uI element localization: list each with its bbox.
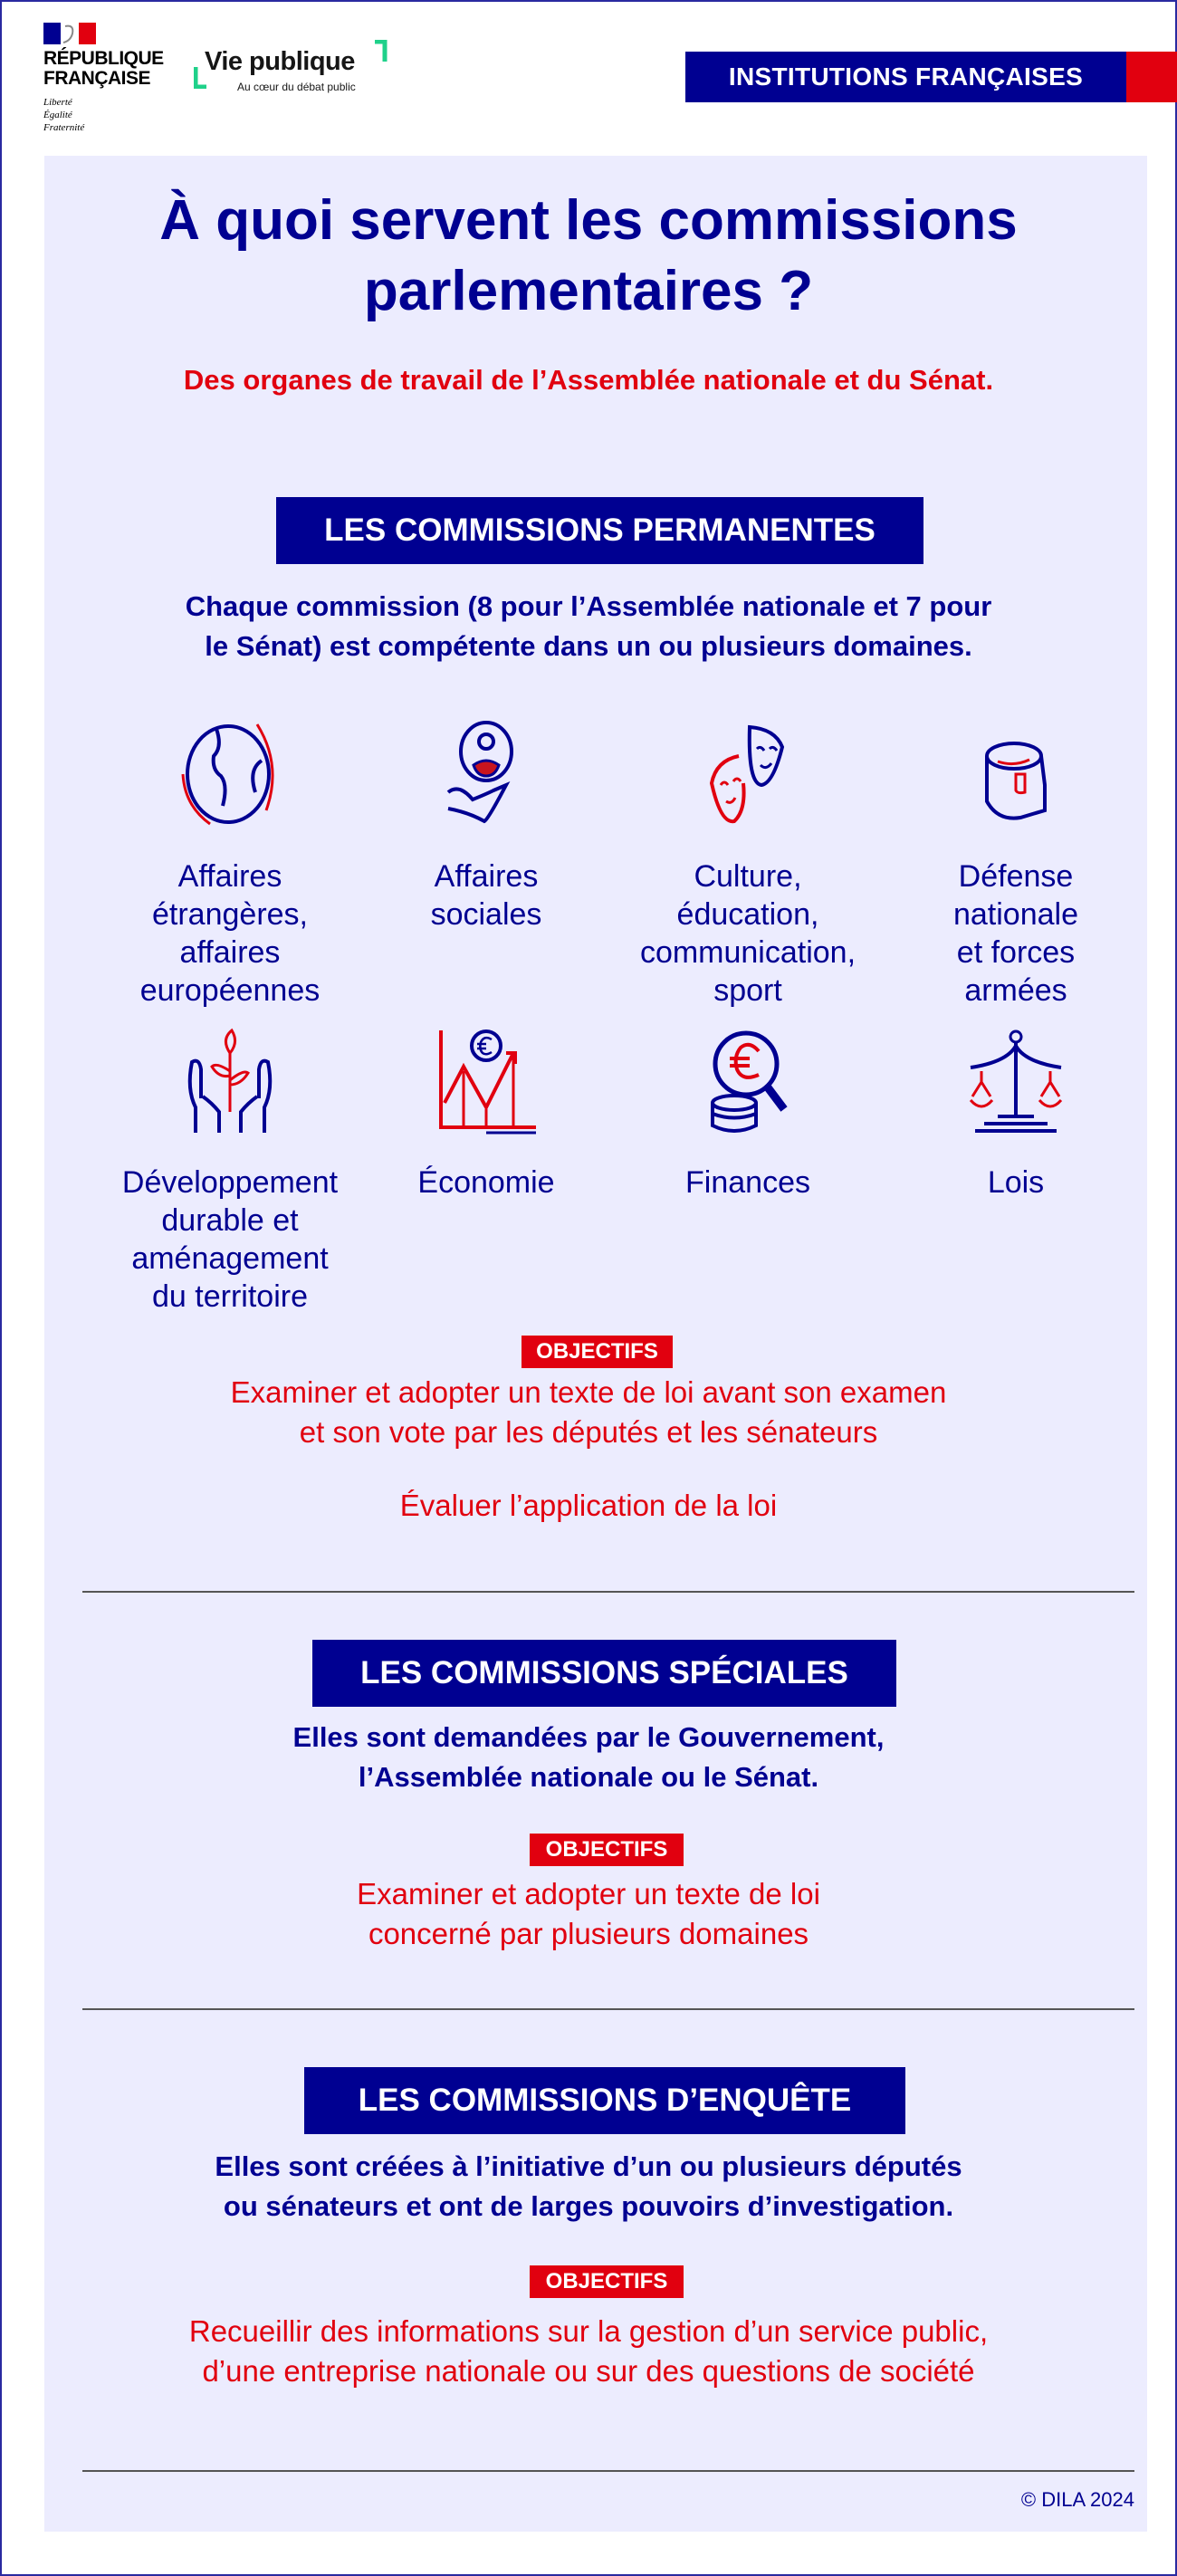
scales-icon (962, 1026, 1070, 1135)
vie-publique-logo[interactable]: Vie publique (205, 47, 355, 76)
domain-developpement-durable: Développement durable et aménagement du territoire (99, 1026, 361, 1316)
domain-economie: Économie (355, 1026, 617, 1202)
section-heading-permanentes: LES COMMISSIONS PERMANENTES (276, 497, 923, 564)
coins-magnifier-icon (694, 1026, 802, 1135)
section-heading-enquete: LES COMMISSIONS D’ENQUÊTE (304, 2067, 905, 2134)
motto: Liberté Égalité Fraternité (43, 97, 85, 133)
theatre-masks-icon (694, 720, 802, 828)
category-banner-accent (1126, 52, 1177, 102)
domain-defense: Défense nationale et forces armées (885, 720, 1147, 1010)
section-divider (82, 1591, 1134, 1593)
objectives-badge: OBJECTIFS (530, 1834, 684, 1866)
domain-lois: Lois (885, 1026, 1147, 1202)
section-heading-speciales: LES COMMISSIONS SPÉCIALES (312, 1640, 896, 1707)
objectives-badge: OBJECTIFS (522, 1336, 673, 1368)
copyright: © DILA 2024 (1020, 2488, 1134, 2511)
domain-culture: Culture, éducation, communication, sport (617, 720, 879, 1010)
objectives-badge: OBJECTIFS (530, 2265, 684, 2298)
domain-affaires-etrangeres: Affaires étrangères, affaires européennes (99, 720, 361, 1010)
section-description: Elles sont demandées par le Gouvernement, l’Assemblée nationale ou le Sénat. (292, 1721, 885, 1793)
footer-divider (82, 2470, 1134, 2472)
domain-finances: Finances (617, 1026, 879, 1202)
kepi-icon (962, 720, 1070, 828)
objective-text: Examiner et adopter un texte de loi concerné par plusieurs domaines (357, 1877, 820, 1950)
domain-affaires-sociales: Affaires sociales (355, 720, 617, 934)
globe-icon (176, 720, 284, 828)
section-divider (82, 2008, 1134, 2010)
marianne-flag-icon (43, 23, 96, 44)
hands-plant-icon (176, 1026, 284, 1135)
section-description: Chaque commission (8 pour l’Assemblée nationale et 7 pour le Sénat) est compétente dans un ou plusieurs domaines. (185, 590, 992, 662)
objective-text: Recueillir des informations sur la gestion d’un service public, d’une entreprise nationale ou sur des questions de société (188, 2314, 989, 2388)
objective-text: Évaluer l’application de la loi (399, 1489, 778, 1522)
vie-publique-tagline: Au cœur du débat public (237, 81, 356, 93)
vie-publique-bracket-icon (373, 40, 388, 66)
republique-francaise-logo: RÉPUBLIQUE FRANÇAISE (43, 48, 164, 89)
section-description: Elles sont créées à l’initiative d’un ou plusieurs députés ou sénateurs et ont de larges pouvoirs d’investigation. (215, 2150, 962, 2222)
euro-chart-icon (432, 1026, 541, 1135)
category-banner: INSTITUTIONS FRANÇAISES (685, 52, 1126, 102)
page-subtitle: Des organes de travail de l’Assemblée nationale et du Sénat. (183, 364, 994, 396)
hand-person-icon (432, 720, 541, 828)
objective-text: Examiner et adopter un texte de loi avant son examen et son vote par les députés et les sénateurs (230, 1375, 947, 1449)
page-title: À quoi servent les commissions parlementaires ? (159, 189, 1018, 322)
